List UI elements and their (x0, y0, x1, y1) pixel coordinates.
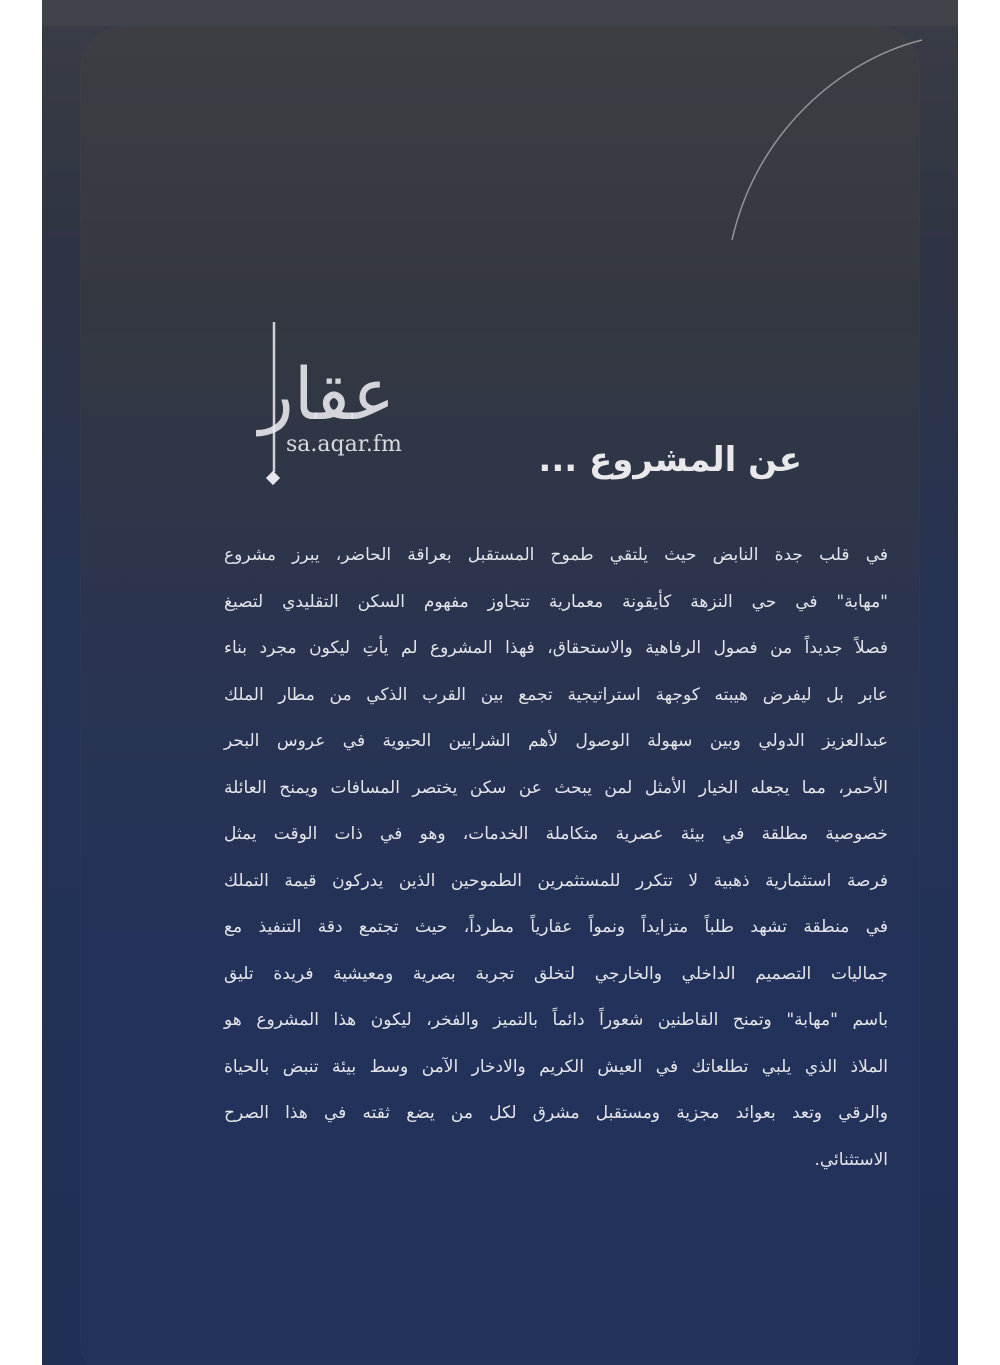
section-heading: عن المشروع ... (538, 440, 802, 480)
paragraph-line: خصوصية مطلقة في بيئة عصرية متكاملة الخدمات، وهو في ذات الوقت يمثل (224, 824, 888, 844)
paragraph-line: الاستثنائي. (814, 1149, 888, 1170)
paragraph-line: عبدالعزيز الدولي وبين سهولة الوصول لأهم الشرايين الحيوية في عروس البحر (224, 731, 888, 751)
paragraph-line: فرصة استثمارية ذهبية لا تتكرر للمستثمرين الطموحين الذين يدركون قيمة التملك (224, 870, 888, 891)
page-background (42, 0, 958, 1365)
aqar-watermark (238, 320, 418, 490)
paragraph-line: فصلاً جديداً من فصول الرفاهية والاستحقاق، فهذا المشروع لم يأتِ ليكون مجرد بناء (224, 638, 888, 658)
paragraph-line: عابر بل ليفرض هيبته كوجهة استراتيجية تجمع بين القرب الذكي من مطار الملك (224, 684, 888, 705)
paragraph-line: "مهابة" في حي النزهة كأيقونة معمارية تتجاوز مفهوم السكن التقليدي لتصيغ (224, 591, 888, 612)
paragraph-line: الملاذ الذي يلبي تطلعاتك في العيش الكريم والادخار الآمن وسط بيئة تنبض بالحياة (224, 1056, 888, 1077)
paragraph-line: باسم "مهابة" وتمنح القاطنين شعوراً دائماً بالتميز والفخر، ليكون هذا المشروع هو (224, 1010, 888, 1030)
watermark-url: sa.aqar.fm (286, 432, 402, 457)
project-description (224, 532, 888, 1183)
paragraph-line: في منطقة تشهد طلباً متزايداً ونمواً عقارياً مطرداً، حيث تجتمع دقة التنفيذ مع (224, 917, 888, 937)
watermark-brand: عقار (258, 352, 396, 436)
paragraph-line: في قلب جدة النابض حيث يلتقي طموح المستقبل بعراقة الحاضر، يبرز مشروع (224, 545, 888, 565)
paragraph-line: جماليات التصميم الداخلي والخارجي لتخلق تجربة بصرية ومعيشية فريدة تليق (224, 963, 888, 984)
paragraph-line: الأحمر، مما يجعله الخيار الأمثل لمن يبحث عن سكن يختصر المسافات ويمنح العائلة (224, 777, 888, 798)
paragraph-line: والرقي وتعد بعوائد مجزية ومستقبل مشرق لكل من يضع ثقته في هذا الصرح (224, 1103, 888, 1123)
